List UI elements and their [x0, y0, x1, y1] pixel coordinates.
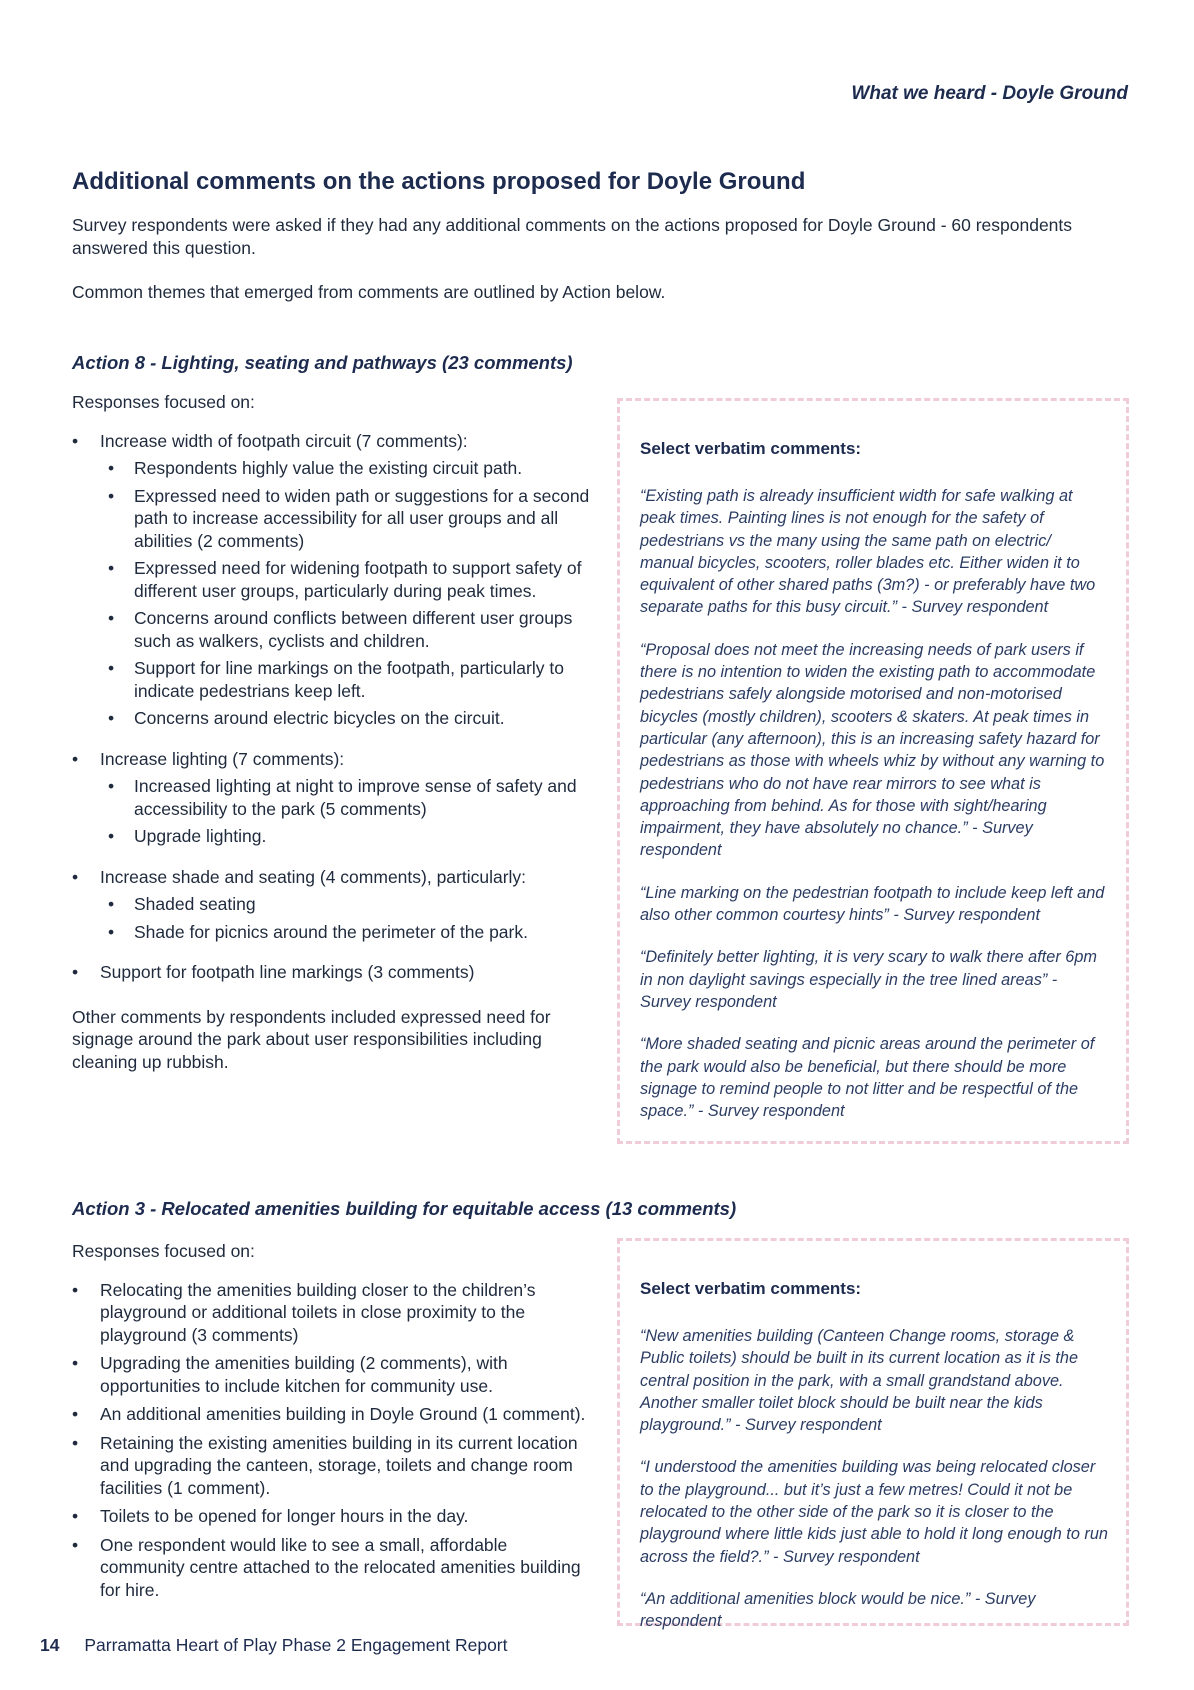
intro-paragraph: Survey respondents were asked if they had any additional comments on the actions proposed for Doyle Ground - 60 respondents answered this question. [72, 215, 1073, 258]
sub-list-item: • Increased lighting at night to improve sense of safety and accessibility to the park (5 comments) [100, 775, 592, 820]
sub-list-item: • Expressed need to widen path or suggestions for a second path to increase accessibility for all user groups and all abilities (2 comments) [100, 485, 592, 553]
list-item [72, 430, 592, 730]
sub-list-item: • Upgrade lighting. [100, 825, 592, 848]
action-8-responses [72, 391, 592, 1073]
list-item-text: Increase width of footpath circuit (7 comments): [100, 430, 468, 451]
list-item-text: Increase lighting (7 comments): [100, 748, 345, 769]
list-item-text: Increase shade and seating (4 comments), particularly: [100, 866, 527, 887]
themes-paragraph: Common themes that emerged from comments are outlined by Action below. [72, 282, 666, 302]
page-title: Additional comments on the actions proposed for Doyle Ground [72, 168, 806, 195]
verbatim-quote: “An additional amenities block would be nice.” - Survey respondent [640, 1589, 1036, 1631]
action-3-responses [72, 1240, 592, 1601]
sub-list-item: • Concerns around electric bicycles on the circuit. [100, 707, 592, 730]
verbatim-heading: Select verbatim comments: [640, 1279, 862, 1298]
list-item: • Retaining the existing amenities building in its current location and upgrading the canteen, storage, toilets and change room facilities (1 comment). [72, 1432, 592, 1500]
action-8-list [72, 430, 592, 984]
page-footer [40, 1635, 508, 1656]
list-item [72, 748, 592, 848]
action-8-heading: Action 8 - Lighting, seating and pathways (23 comments) [72, 352, 573, 373]
sub-list-item: • Shaded seating [100, 893, 592, 916]
action-8-verbatim-box [617, 398, 1129, 1144]
list-item: • Upgrading the amenities building (2 comments), with opportunities to include kitchen for community use. [72, 1352, 592, 1397]
list-item: • Toilets to be opened for longer hours in the day. [72, 1505, 592, 1528]
verbatim-quote: “New amenities building (Canteen Change rooms, storage & Public toilets) should be built in its current location as it is the central position in the park, with a small grandstand above. Another smaller toilet block should be built near the kids playground.” - Survey respondent [640, 1327, 1079, 1435]
sub-list-item: • Respondents highly value the existing circuit path. [100, 457, 592, 480]
sub-list-item: • Support for line markings on the footpath, particularly to indicate pedestrians keep left. [100, 657, 592, 702]
verbatim-quote: “I understood the amenities building was being relocated closer to the playground... but it’s just a few metres! Could it not be relocated to the other side of the park so it is closer to the playground where little kids just able to hold it long enough to run across the field?.” - Survey respondent [640, 1458, 1108, 1566]
action-3-heading: Action 3 - Relocated amenities building for equitable access (13 comments) [72, 1198, 737, 1219]
verbatim-quote: “Proposal does not meet the increasing needs of park users if there is no intention to widen the existing path to accommodate pedestrians safely alongside motorised and non-motorised bicycles (mostly children), scooters & skaters. At peak times in particular (any afternoon), this is an increasing safety hazard for pedestrians as those with wheels whiz by without any warning to pedestrians who do not have rear mirrors to see what is approaching from behind. As for those with sight/hearing impairment, they have absolutely no chance.” - Survey respondent [640, 640, 1105, 860]
list-item [72, 866, 592, 944]
page-number: 14 [40, 1635, 60, 1655]
sub-list-item: • Concerns around conflicts between different user groups such as walkers, cyclists and children. [100, 607, 592, 652]
sub-list [100, 457, 592, 730]
verbatim-quote: “Definitely better lighting, it is very scary to walk there after 6pm in non daylight savings especially in the tree lined areas” - Survey respondent [640, 948, 1097, 1011]
sub-list [100, 893, 592, 943]
list-item: • One respondent would like to see a small, affordable community centre attached to the relocated amenities building for hire. [72, 1534, 592, 1602]
action-3-list [72, 1279, 592, 1602]
verbatim-quote: “Line marking on the pedestrian footpath to include keep left and also other common courtesy hints” - Survey respondent [640, 883, 1105, 925]
sub-list-item: • Expressed need for widening footpath to support safety of different user groups, particularly during peak times. [100, 557, 592, 602]
list-item: • An additional amenities building in Doyle Ground (1 comment). [72, 1403, 592, 1426]
sub-list-item: • Shade for picnics around the perimeter of the park. [100, 921, 592, 944]
section-header: What we heard - Doyle Ground [851, 83, 1128, 104]
sub-list [100, 775, 592, 848]
other-comments-paragraph: Other comments by respondents included expressed need for signage around the park about user responsibilities including cleaning up rubbish. [72, 1006, 551, 1072]
action-3-verbatim-box [617, 1238, 1129, 1631]
responses-lead: Responses focused on: [72, 392, 255, 412]
responses-lead: Responses focused on: [72, 1241, 255, 1261]
verbatim-heading: Select verbatim comments: [640, 439, 862, 458]
verbatim-quote: “More shaded seating and picnic areas around the perimeter of the park would also be beneficial, but there should be more signage to remind people to not litter and be respectful of the space.” - Survey respondent [640, 1035, 1095, 1121]
list-item [72, 961, 592, 984]
report-title: Parramatta Heart of Play Phase 2 Engagement Report [84, 1635, 508, 1655]
verbatim-quote: “Existing path is already insufficient width for safe walking at peak times. Painting lines is not enough for the safety of pedestrians vs the many using the same path on electric/ manual bicycles, scooters, roller blades etc. Either widen it to equivalent of other shared paths (3m?) - or preferably have two separate paths for this busy circuit.” - Survey respondent [640, 487, 1096, 617]
list-item: • Relocating the amenities building closer to the children’s playground or additional toilets in close proximity to the playground (3 comments) [72, 1279, 592, 1347]
list-item-text: Support for footpath line markings (3 comments) [100, 962, 475, 982]
